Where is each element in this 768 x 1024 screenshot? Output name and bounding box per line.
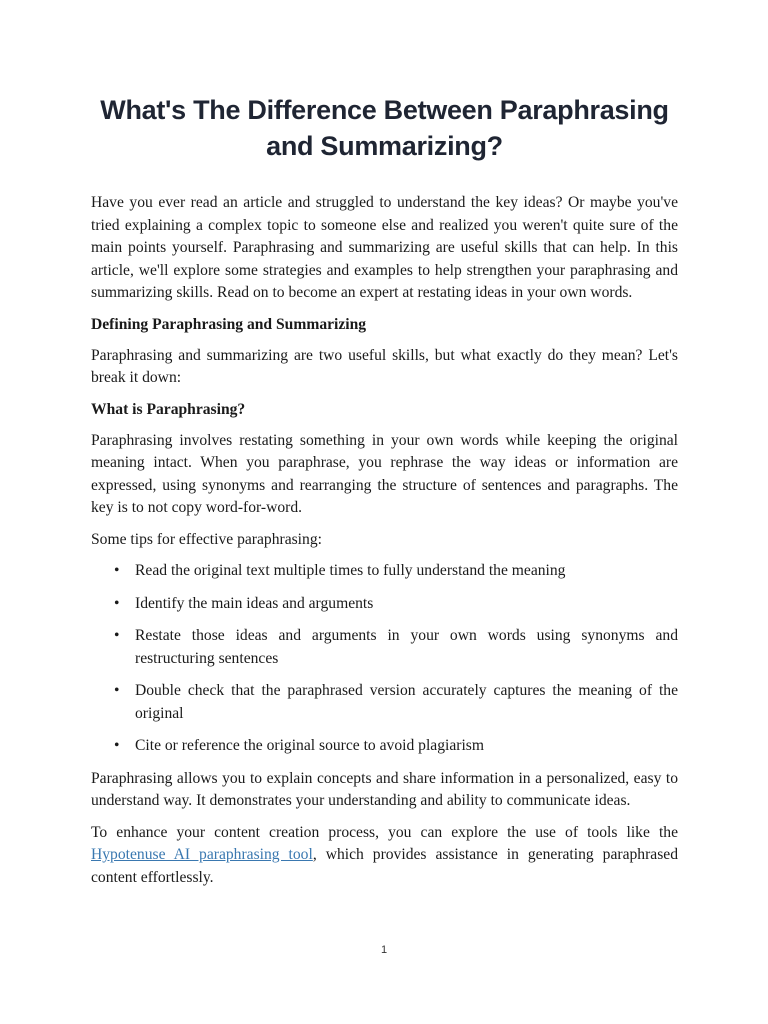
list-item [114,680,678,725]
section-heading-paraphrasing: What is Paraphrasing? [91,400,246,418]
list-item [114,625,678,670]
bullet-icon: • [114,737,120,754]
tool-text-before: To enhance your content creation process, you can explore the use of tools like the [91,823,678,841]
list-item [114,593,678,616]
bullet-icon: • [114,682,120,699]
tips-list [91,560,678,758]
tool-text-after: , which provides assistance in generating paraphrased content effortlessly. [91,846,678,886]
hypotenuse-tool-link[interactable]: Hypotenuse AI paraphrasing tool [91,846,313,863]
list-item-text: Restate those ideas and arguments in your own words using synonyms and restructuring sentences [135,627,678,667]
tips-intro: Some tips for effective paraphrasing: [91,530,322,548]
list-item-text: Identify the main ideas and arguments [135,594,374,612]
list-item [114,735,678,758]
defining-paragraph: Paraphrasing and summarizing are two useful skills, but what exactly do they mean? Let's break it down: [91,346,678,386]
list-item-text: Read the original text multiple times to fully understand the meaning [135,562,566,579]
page-number: 1 [380,944,388,956]
list-item [114,560,678,583]
closing-paragraph: Paraphrasing allows you to explain concepts and share information in a personalized, easy to understand way. It demonstrates your understanding and ability to communicate ideas. [91,769,678,809]
bullet-icon: • [114,627,120,644]
list-item-text: Double check that the paraphrased version accurately captures the meaning of the original [135,682,678,722]
section-heading-defining: Defining Paraphrasing and Summarizing [91,315,367,333]
page-title: What's The Difference Between Paraphrasing and Summarizing? [100,95,669,161]
list-item-text: Cite or reference the original source to avoid plagiarism [135,737,484,754]
bullet-icon: • [114,594,120,612]
intro-paragraph: Have you ever read an article and struggled to understand the key ideas? Or maybe you've tried explaining a complex topic to someone else and realized you weren't quite sure of the main points yourself. Paraphrasing and summarizing are useful skills that can help. In this article, we'll explore some strategies and examples to help strengthen your paraphrasing and summarizing skills. Read on to become an expert at restating ideas in your own words. [91,194,678,301]
bullet-icon: • [114,562,120,579]
tool-paragraph [91,822,678,890]
paraphrasing-paragraph: Paraphrasing involves restating something in your own words while keeping the original meaning intact. When you paraphrase, you rephrase the way ideas or information are expressed, using synonyms and rearranging the structure of sentences and paragraphs. The key is to not copy word-for-word. [91,431,678,516]
